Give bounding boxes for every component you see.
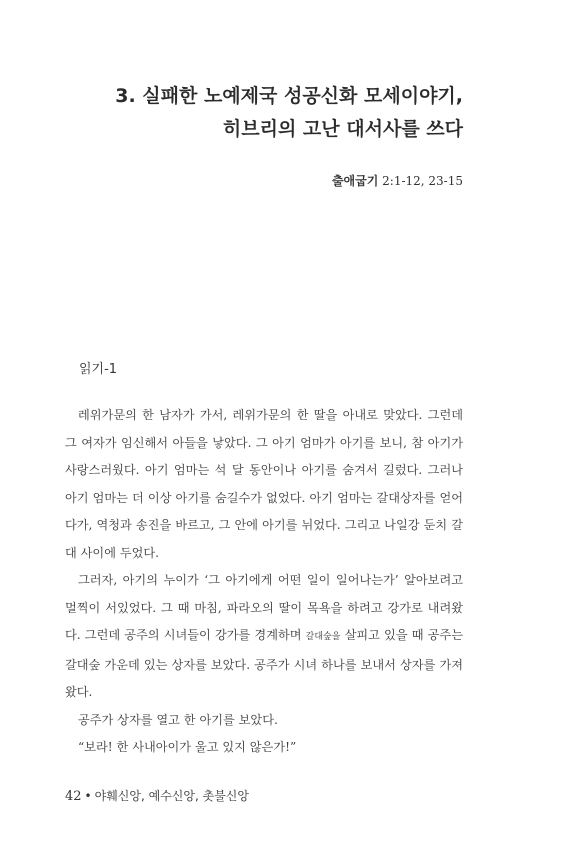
scripture-verses: 2:1-12, 23-15	[382, 174, 463, 188]
paragraph-4: “보라! 한 사내아이가 울고 있지 않은가!”	[78, 740, 297, 754]
paragraph-2-part1: 그러자, 아기의 누이가 ‘그 아기에게 어떤 일이 일어나는가’ 알아보려고 멀찍이 서있었다. 그 때 마침, 파라오의 딸이 목욕을 하려고 강가로 내려왔다. 그런데 공주의 시녀들이 강가를 경계하며	[65, 573, 463, 642]
page-footer	[65, 787, 249, 804]
chapter-title-line1: 3. 실패한 노예제국 성공신화 모세이야기,	[115, 85, 463, 107]
paragraph-2-part2: 살피고 있을 때 공주는 갈대숲 가운데 있는 상자를 보았다. 공주가 시녀 하나를 보내서 상자를 가져왔다.	[65, 628, 463, 699]
paragraph-1: 레위가문의 한 남자가 가서, 레위가문의 한 딸을 아내로 맞았다. 그런데 그 여자가 임신해서 아들을 낳았다. 그 아기 엄마가 아기를 보니, 참 아기가 사랑스러웠다. 아기 엄마는 석 달 동안이나 아기를 숨겨서 길렀다. 그러나 아기 엄마는 더 이상 아기를 숨길수가 없었다. 아기 엄마는 갈대상자를 얻어다가, 역청과 송진을 바르고, 그 안에 아기를 뉘었다. 그리고 나일강 둔치 갈대 사이에 두었다.	[65, 408, 463, 560]
body-text	[65, 402, 463, 762]
page-number: 42	[65, 789, 82, 804]
running-title: 야훼신앙, 예수신앙, 촛불신앙	[94, 789, 249, 803]
scripture-reference	[332, 172, 463, 189]
scripture-book: 출애굽기	[331, 174, 379, 188]
paragraph-2	[65, 567, 463, 707]
chapter-title	[115, 80, 463, 146]
chapter-title-line2: 히브리의 고난 대서사를 쓰다	[222, 118, 463, 140]
footer-bullet: •	[84, 789, 92, 803]
section-heading: 읽기-1	[79, 362, 118, 377]
paragraph-2-small-text: 갈대숲을	[305, 632, 341, 642]
paragraph-3: 공주가 상자를 열고 한 아기를 보았다.	[78, 712, 278, 727]
